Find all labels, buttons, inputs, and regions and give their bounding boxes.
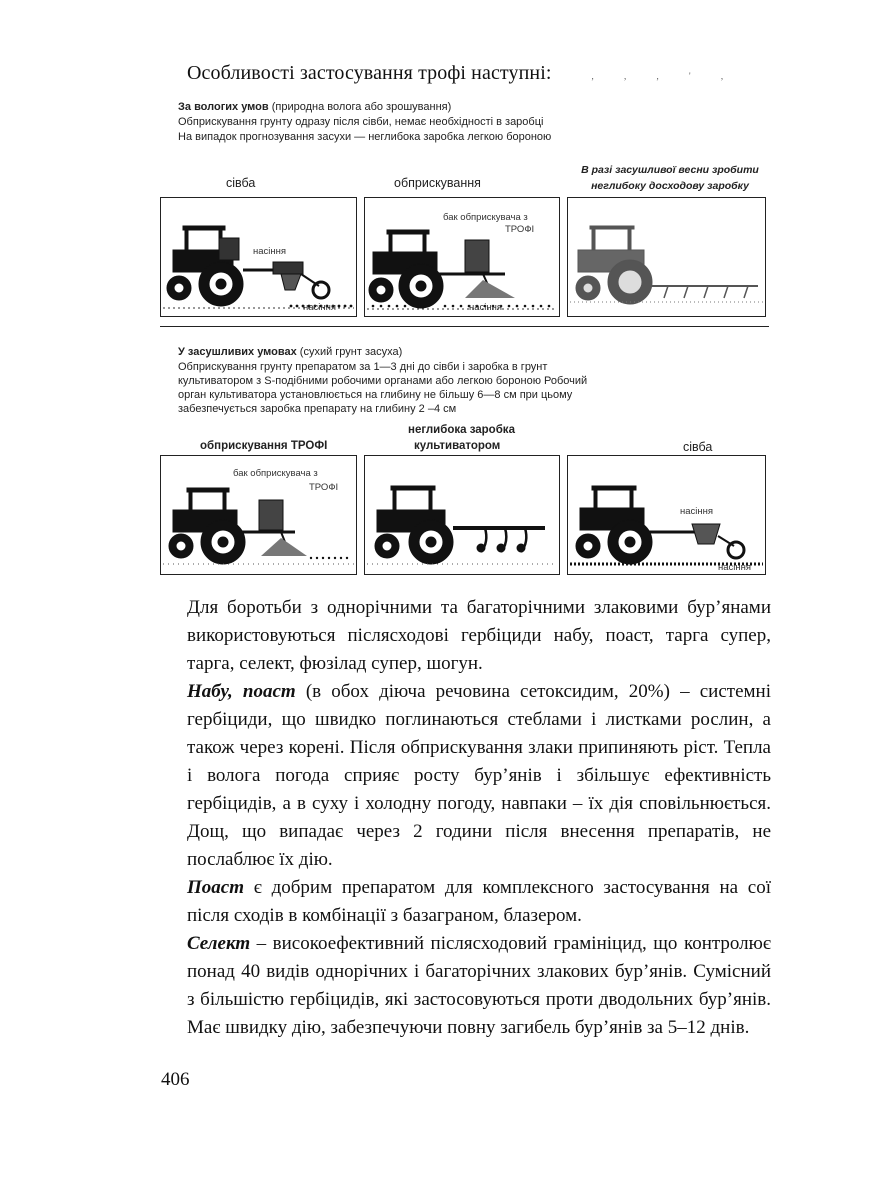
tank-label: бак обприскувача з (233, 468, 318, 479)
wet-caption-sowing: сівба (226, 176, 256, 190)
dry-caption-spraying: обприскування ТРОФІ (200, 440, 328, 452)
dry-line-3: орган культиватора установлюється на глибину не більшу 6—8 см при цьому (178, 389, 573, 401)
stray-marks: , , , ' , (591, 71, 738, 81)
seed-label-bottom: насіння (303, 302, 337, 313)
dry-panel-cultivator (364, 455, 560, 575)
wet-line-1: Обприскування грунту одразу після сівби, немає необхідності в заробці (178, 116, 544, 128)
dry-line-2: культиватором з S-подібними робочими органами або легкою бороною Робочий (178, 375, 588, 387)
dry-caption-cultivator-2: культиватором (414, 440, 501, 452)
dry-panel-spraying (160, 455, 357, 575)
dry-heading-bold: У засушливих умовах (178, 346, 297, 358)
paragraph-2 (187, 678, 771, 874)
paragraph-4 (187, 930, 771, 1042)
dry-line-1: Обприскування грунту препаратом за 1—3 дні до сівби і заробка в грунт (178, 361, 548, 373)
wet-heading-bold: За вологих умов (178, 101, 269, 113)
dry-caption-cultivator-1: неглибока заробка (408, 424, 515, 436)
paragraph-3-text: є добрим препаратом для комплексного застосування на сої після сходів в комбінації з базаграном, блазером. (187, 877, 771, 926)
wet-line-2: На випадок прогнозування засухи — неглибока заробка легкою бороною (178, 131, 552, 143)
tank-label: бак обприскувача з (443, 212, 528, 223)
tractor-seeder-illustration (568, 456, 765, 574)
heading-title: Особливості застосування трофі наступні: (187, 62, 552, 84)
paragraph-1 (187, 594, 771, 678)
paragraph-2-emphasis: Набу, поаст (187, 681, 296, 702)
paragraph-4-emphasis: Селект (187, 933, 251, 954)
dry-panel-sowing (567, 455, 766, 575)
wet-caption-spraying: обприскування (394, 176, 481, 190)
seed-label: насіння (680, 506, 714, 517)
dry-caption-sowing: сівба (683, 440, 713, 454)
seed-label-bottom: насіння (469, 302, 503, 313)
trofi-label: ТРОФІ (505, 224, 535, 235)
seed-label-bottom: насіння (718, 562, 752, 573)
wet-panel-harrowing (567, 197, 766, 317)
paragraph-1-text: Для боротьби з однорічними та багаторічними злаковими бур’янами використовуються післясходові гербіциди набу, поаст, тарга супер, тарга, селект, фюзілад супер, шогун. (187, 597, 771, 674)
paragraph-4-text: – високоефективний післясходовий грамініцид, що контролює понад 40 видів однорічних і багаторічних злакових бур’янів. Сумісний з більшістю гербіцидів, які застосовуються проти дводольних бур’янів. Має швидку дію, забезпечуючи повну загибель бур’янів за 5–12 днів. (187, 933, 771, 1038)
wet-panel-sowing (160, 197, 357, 317)
tractor-harrow-illustration (568, 198, 765, 316)
wet-note: В разі засушливої весни зробити неглибоку досходову заробку (581, 164, 759, 192)
paragraph-3 (187, 874, 771, 930)
paragraph-2-text: (в обох діюча речовина сетоксидим, 20%) – системні гербіциди, що швидко поглинаються стеблами і листками рослин, а також через корені. Після обприскування злаки припиняють ріст. Тепла і волога погода сприяє росту бур’янів і збільшує ефективність гербіцидів, а в суху і холодну погоду, навпаки – їх дія сповільнюється. Дощ, що випадає через 2 години після внесення препаратів, не послаблює їх дію. (187, 681, 771, 870)
paragraph-3-emphasis: Поаст (187, 877, 244, 898)
dry-heading-rest: (сухий грунт засуха) (296, 346, 403, 358)
body-text (187, 594, 771, 1042)
dry-heading (178, 345, 402, 359)
page-number: 406 (161, 1069, 190, 1090)
tractor-cultivator-illustration (365, 456, 559, 574)
tractor-seeder-illustration (161, 198, 356, 316)
wet-panel-spraying (364, 197, 560, 317)
trofi-label: ТРОФІ (309, 482, 339, 493)
dry-line-4: забезпечується заробка препарату на глибину 2 –4 см (178, 403, 457, 415)
page-heading (187, 62, 737, 85)
section-divider (160, 326, 769, 327)
wet-heading (178, 100, 451, 114)
seed-label: насіння (253, 246, 287, 257)
wet-heading-rest: (природна волога або зрошування) (268, 101, 452, 113)
